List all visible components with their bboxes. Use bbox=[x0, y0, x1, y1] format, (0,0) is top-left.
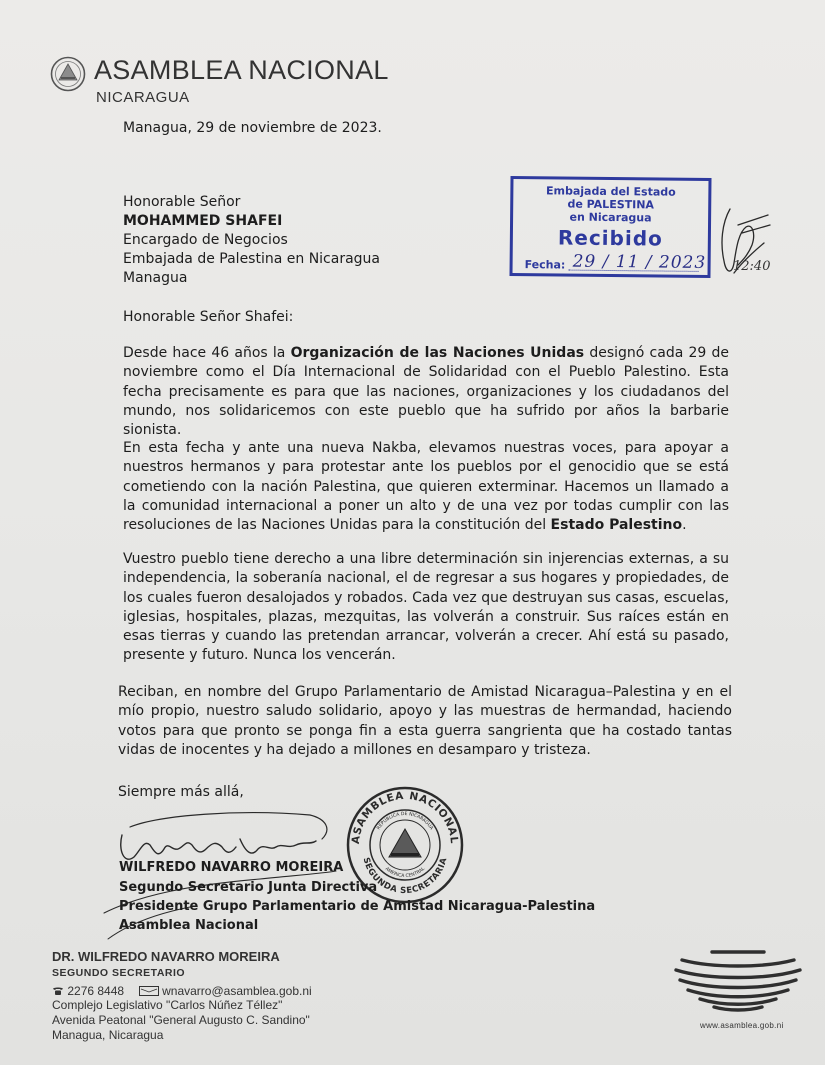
un-highlight: Organización de las Naciones Unidas bbox=[290, 345, 585, 361]
footer-email[interactable]: wnavarro@asamblea.gob.ni bbox=[162, 983, 312, 998]
assembly-emblem-icon bbox=[50, 56, 86, 92]
seal-outer-top-text: ASAMBLEA NACIONAL bbox=[349, 789, 461, 845]
seal-inner-top-text: REPUBLICA DE NICARAGUA bbox=[376, 811, 434, 831]
footer-role: SEGUNDO SECRETARIO bbox=[52, 967, 186, 979]
recipient-position: Encargado de Negocios bbox=[123, 232, 288, 248]
reception-initials-signature bbox=[712, 203, 782, 293]
body-paragraph-2: En esta fecha y ante una nueva Nakba, elevamos nuestras voces, para apoyar a nuestros hermanos y para protestar ante los pueblos por el genocidio que se está cometiendo con la nación Palestina, que quieren exterminar. Hacemos un llamado a la comunidad internacional a poner un alto y de una vez por todas cumplir con las resoluciones de las Naciones Unidas para la constitución del Estado Palestino. bbox=[123, 440, 729, 534]
recipient-embassy: Embajada de Palestina en Nicaragua bbox=[123, 251, 381, 267]
letter-date: Managua, 29 de noviembre de 2023. bbox=[123, 120, 382, 136]
footer-name: DR. WILFREDO NAVARRO MOREIRA bbox=[52, 949, 280, 964]
recipient-block bbox=[123, 193, 380, 288]
organization-country: NICARAGUA bbox=[96, 89, 190, 106]
hemicycle-icon bbox=[672, 948, 804, 1014]
signatory-title-1: Segundo Secretario Junta Directiva bbox=[119, 880, 378, 895]
stamp-line-2: de PALESTINA bbox=[567, 197, 655, 212]
organization-name: ASAMBLEA NACIONAL bbox=[94, 55, 389, 85]
signatory-title-3: Asamblea Nacional bbox=[119, 918, 259, 933]
signatory-name: WILFREDO NAVARRO MOREIRA bbox=[119, 860, 344, 875]
footer-address-line-1: Complejo Legislativo "Carlos Núñez Téllez" bbox=[52, 998, 283, 1012]
seal-inner-bottom-text: AMERICA CENTRAL bbox=[383, 866, 427, 880]
phone-icon bbox=[52, 986, 64, 996]
signatory-title-2: Presidente Grupo Parlamentario de Amistad Nicaragua-Palestina bbox=[119, 899, 596, 914]
stamp-date-value: 29 / 11 / 2023 bbox=[572, 251, 707, 274]
palestinian-state-highlight: Estado Palestino bbox=[550, 517, 683, 534]
recipient-honorific: Honorable Señor bbox=[123, 194, 241, 210]
stamp-line-3: en Nicaragua bbox=[569, 210, 652, 225]
salutation: Honorable Señor Shafei: bbox=[123, 309, 294, 325]
footer-contact bbox=[52, 983, 312, 998]
stamp-status: Recibido bbox=[557, 225, 663, 251]
recipient-city: Managua bbox=[123, 270, 188, 286]
body-paragraph-3: Vuestro pueblo tiene derecho a una libre determinación sin injerencias externas, a su independencia, la soberanía nacional, el de regresar a sus hogares y propiedades, de los cuales fueron desalojados y robados. Cada vez que destruyan sus casas, escuelas, iglesias, hospitales, plazas, mezquitas, las volverán a construir. Sus raíces están en esas tierras y cuando las pretendan arrancar, volverán a crecer. Ahí está su pasado, presente y futuro. Nunca los vencerán. bbox=[123, 551, 729, 664]
stamp-date-label: Fecha: bbox=[524, 258, 566, 272]
footer-address-line-2: Avenida Peatonal "General Augusto C. Sandino" bbox=[52, 1013, 310, 1027]
footer-address-line-3: Managua, Nicaragua bbox=[52, 1028, 164, 1042]
footer-website[interactable]: www.asamblea.gob.ni bbox=[700, 1021, 784, 1030]
body-paragraph-4: Reciban, en nombre del Grupo Parlamentario de Amistad Nicaragua–Palestina y en el mío propio, nuestro saludo solidario, apoyo y las muestras de hermandad, haciendo votos para que pronto se ponga fin a esta guerra sangrienta que ha costado tantas vidas de inocentes y ha dejado a millones en desamparo y tristeza. bbox=[118, 684, 732, 758]
email-icon bbox=[139, 986, 159, 996]
footer-phone: 2276 8448 bbox=[67, 983, 125, 998]
reception-stamp bbox=[509, 176, 711, 278]
body-paragraph-1: Desde hace 46 años la Organización de las Naciones Unidas designó cada 29 de noviembre como el Día Internacional de Solidaridad con el Pueblo Palestino. Esta fecha precisamente es para que las naciones, organizaciones y los ciudadanos del mundo, nos solidaricemos con este pueblo que ha sufrido por años la barbarie sionista. bbox=[123, 345, 730, 439]
recipient-name: MOHAMMED SHAFEI bbox=[123, 213, 283, 229]
seal-outer-bottom-text: SEGUNDA SECRETARIA bbox=[360, 856, 450, 897]
closing-phrase: Siempre más allá, bbox=[118, 784, 244, 800]
reception-time: 12:40 bbox=[733, 259, 771, 274]
stamp-line-1: Embajada del Estado bbox=[545, 184, 676, 199]
